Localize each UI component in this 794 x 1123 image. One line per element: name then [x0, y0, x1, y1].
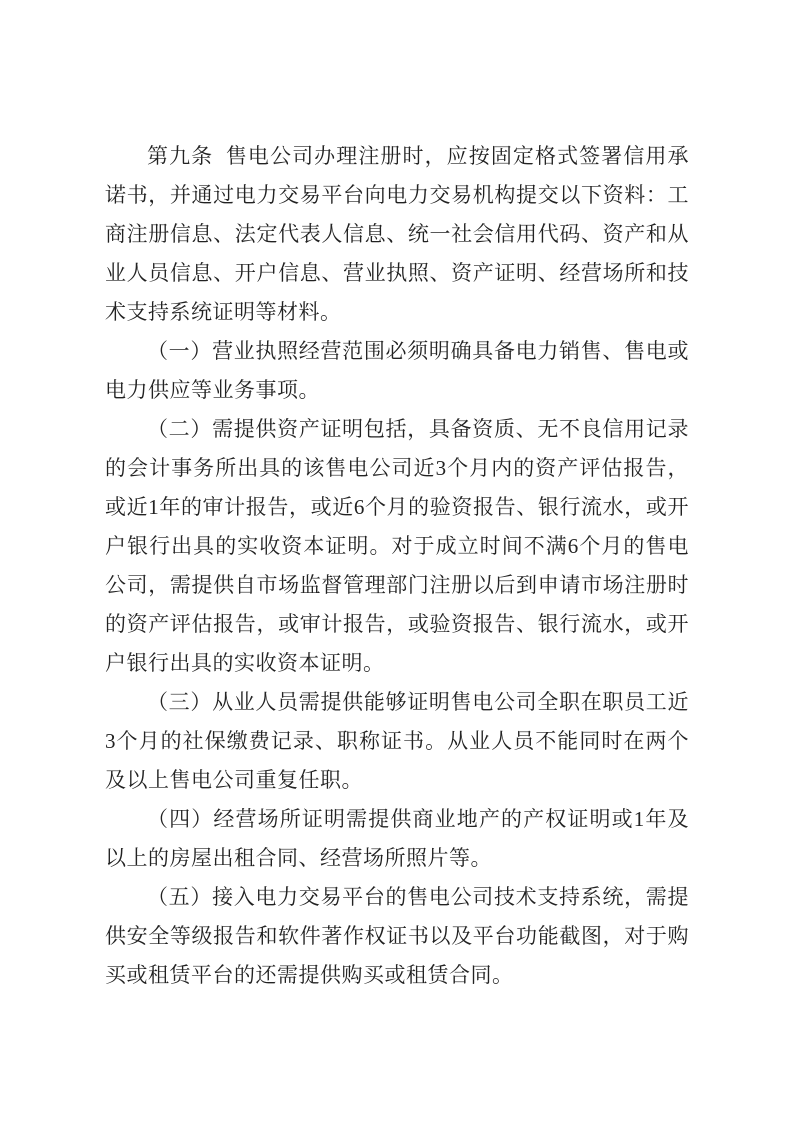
article-number-label: 第九条	[147, 144, 214, 168]
paragraph-text: 需提供资产证明包括，具备资质、无不良信用记录的会计事务所出具的该售电公司近3个月内的资产评估报告，或近1年的审计报告，或近6个月的验资报告、银行流水，或开户银行出具的实收资本证明。对于成立时间不满6个月的售电公司，需提供自市场监督管理部门注册以后到申请市场注册时的资产评估报告，或审计报告，或验资报告、银行流水，或开户银行出具的实收资本证明。	[105, 417, 689, 675]
paragraph-item-3	[105, 683, 689, 800]
paragraph-text: 经营场所证明需提供商业地产的产权证明或1年及以上的房屋出租合同、经营场所照片等。	[105, 807, 689, 870]
paragraph-item-4	[105, 800, 689, 878]
document-body	[105, 137, 689, 995]
paragraph-text: 从业人员需提供能够证明售电公司全职在职员工近3个月的社保缴费记录、职称证书。从业人员不能同时在两个及以上售电公司重复任职。	[105, 690, 689, 792]
item-number-label: （二）	[147, 417, 213, 441]
item-number-label: （一）	[147, 339, 213, 363]
paragraph-item-2	[105, 410, 689, 683]
paragraph-item-5	[105, 878, 689, 995]
paragraph-text: 营业执照经营范围必须明确具备电力销售、售电或电力供应等业务事项。	[105, 339, 689, 402]
item-number-label: （五）	[147, 885, 213, 909]
paragraph-item-1	[105, 332, 689, 410]
paragraph-text: 接入电力交易平台的售电公司技术支持系统，需提供安全等级报告和软件著作权证书以及平台功能截图，对于购买或租赁平台的还需提供购买或租赁合同。	[105, 885, 689, 987]
item-number-label: （四）	[147, 807, 214, 831]
paragraph-article-9	[105, 137, 689, 332]
item-number-label: （三）	[147, 690, 213, 714]
paragraph-text: 售电公司办理注册时，应按固定格式签署信用承诺书，并通过电力交易平台向电力交易机构提交以下资料：工商注册信息、法定代表人信息、统一社会信用代码、资产和从业人员信息、开户信息、营业执照、资产证明、经营场所和技术支持系统证明等材料。	[105, 144, 689, 324]
